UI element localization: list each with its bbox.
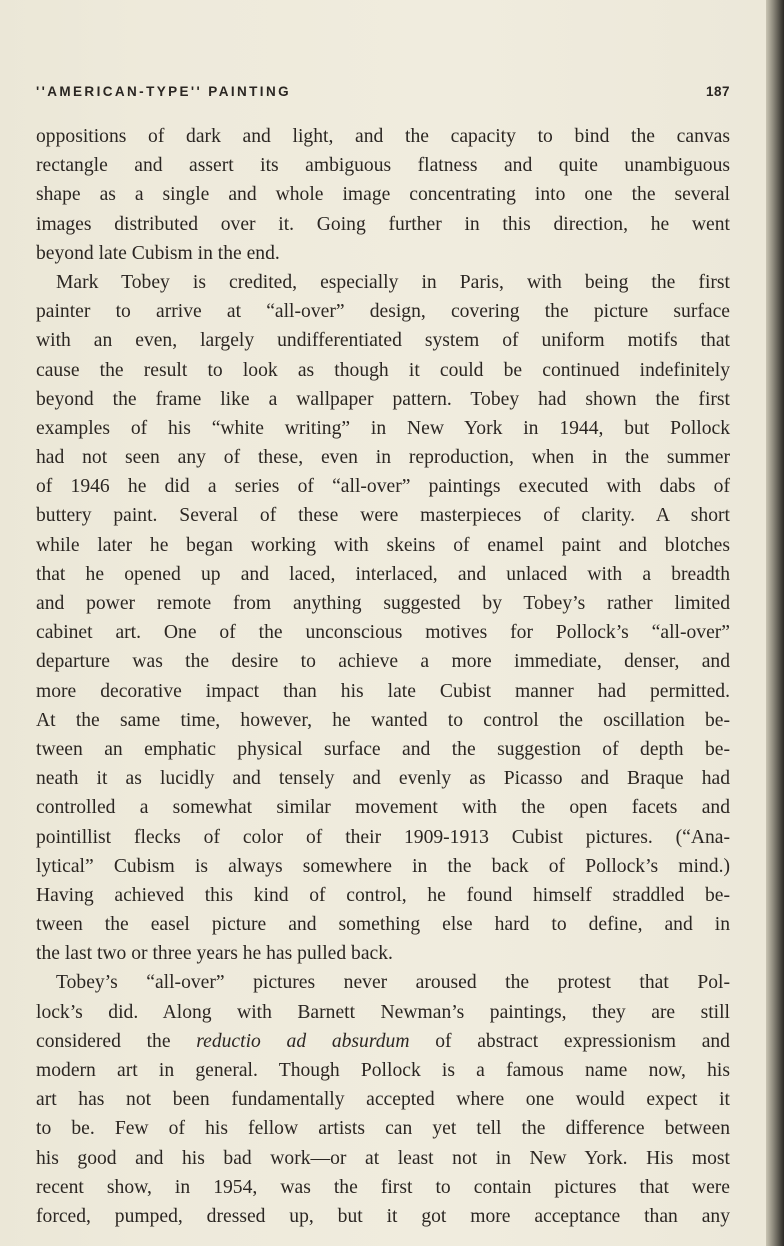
text-segment: of abstract expressionism and — [409, 1030, 730, 1052]
running-head-title: ''AMERICAN-TYPE'' PAINTING — [36, 84, 291, 99]
text-line: forced, pumped, dressed up, but it got more acceptance than any — [36, 1205, 730, 1227]
text-line: recent show, in 1954, was the first to contain pictures that were — [36, 1176, 730, 1198]
text-line: images distributed over it. Going further in this direction, he went — [36, 213, 730, 235]
text-line: Mark Tobey is credited, especially in Paris, with being the first — [56, 271, 730, 293]
text-line: beyond the frame like a wallpaper pattern. Tobey had shown the first — [36, 388, 730, 410]
text-line: modern art in general. Though Pollock is a famous name now, his — [36, 1060, 730, 1081]
text-line: examples of his “white writing” in New York in 1944, but Pollock — [36, 417, 730, 439]
text-line: his good and his bad work—or at least not in New York. His most — [36, 1147, 730, 1169]
text-line: neath it as lucidly and tensely and evenly as Picasso and Braque had — [36, 768, 730, 790]
text-line: buttery paint. Several of these were masterpieces of clarity. A short — [36, 505, 730, 527]
text-line: pointillist flecks of color of their 1909-1913 Cubist pictures. (“Ana- — [36, 826, 730, 848]
text-line: art has not been fundamentally accepted where one would expect it — [36, 1089, 730, 1111]
text-line: departure was the desire to achieve a more immediate, denser, and — [36, 651, 730, 673]
text-line: and power remote from anything suggested by Tobey’s rather limited — [36, 593, 730, 614]
text-line: more decorative impact than his late Cubist manner had permitted. — [36, 680, 730, 702]
text-line-with-italic — [36, 1027, 730, 1056]
text-line: shape as a single and whole image concentrating into one the several — [36, 184, 730, 206]
text-line: rectangle and assert its ambiguous flatness and quite unambiguous — [36, 155, 730, 177]
text-line: oppositions of dark and light, and the capacity to bind the canvas — [36, 126, 730, 147]
text-line: had not seen any of these, even in reproduction, when in the summer — [36, 447, 730, 469]
page-edge-shadow — [766, 0, 784, 1246]
text-line: At the same time, however, he wanted to control the oscillation be- — [36, 709, 730, 731]
text-line: Having achieved this kind of control, he found himself straddled be- — [36, 884, 730, 906]
text-line: lock’s did. Along with Barnett Newman’s paintings, they are still — [36, 1001, 730, 1023]
text-line: to be. Few of his fellow artists can yet tell the difference between — [36, 1118, 730, 1140]
text-line: that he opened up and laced, interlaced, and unlaced with a breadth — [36, 563, 730, 585]
text-line: tween an emphatic physical surface and the suggestion of depth be- — [36, 738, 730, 760]
text-line: the last two or three years he has pulled back. — [36, 943, 393, 965]
text-line: lytical” Cubism is always somewhere in the back of Pollock’s mind.) — [36, 855, 730, 877]
text-line: of 1946 he did a series of “all-over” paintings executed with dabs of — [36, 476, 730, 498]
body-text — [36, 122, 730, 1231]
running-head — [36, 84, 730, 106]
text-line: cabinet art. One of the unconscious motives for Pollock’s “all-over” — [36, 622, 730, 644]
text-line: tween the easel picture and something else hard to define, and in — [36, 914, 730, 936]
text-line: while later he began working with skeins of enamel paint and blotches — [36, 534, 730, 556]
text-line: with an even, largely undifferentiated system of uniform motifs that — [36, 330, 730, 352]
text-line: cause the result to look as though it could be continued indefinitely — [36, 359, 730, 381]
text-line: controlled a somewhat similar movement with the open facets and — [36, 797, 730, 819]
text-segment: considered the — [36, 1030, 197, 1052]
page-number: 187 — [705, 84, 730, 99]
text-line: painter to arrive at “all-over” design, covering the picture surface — [36, 301, 730, 323]
italic-phrase: reductio ad absurdum — [196, 1030, 410, 1052]
text-line: Tobey’s “all-over” pictures never aroused the protest that Pol- — [56, 972, 730, 994]
text-line: beyond late Cubism in the end. — [36, 242, 280, 264]
